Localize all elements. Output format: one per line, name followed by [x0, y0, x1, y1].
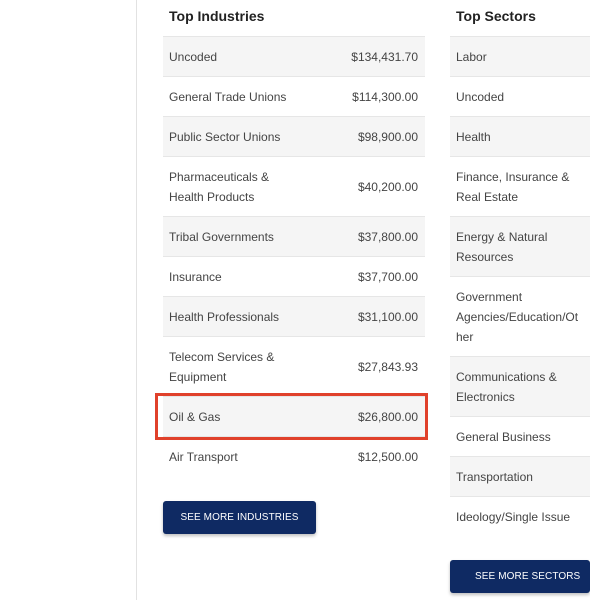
sector-name: Energy & Natural Resources	[456, 229, 548, 264]
industry-amount: $134,431.70	[351, 49, 418, 64]
table-row	[450, 157, 590, 217]
industry-name: Tribal Governments	[169, 229, 274, 244]
sector-name: Communications & Electronics	[456, 369, 557, 404]
industry-amount: $37,800.00	[357, 229, 418, 244]
top-sectors-title: Top Sectors	[456, 8, 536, 24]
industry-amount: $27,843.93	[357, 359, 418, 374]
table-row	[450, 497, 590, 537]
industry-name: Insurance	[169, 269, 222, 284]
industry-name: Pharmaceuticals & Health Products	[169, 169, 270, 204]
sector-name: Labor	[456, 49, 487, 64]
table-row	[450, 457, 590, 497]
industry-name: Telecom Services & Equipment	[169, 349, 275, 384]
table-row	[163, 397, 425, 437]
industry-name: Air Transport	[169, 450, 238, 464]
left-column-divider	[136, 0, 137, 600]
sector-name: Ideology/Single Issue	[456, 510, 571, 524]
industry-name: General Trade Unions	[169, 89, 287, 104]
industry-amount: $40,200.00	[357, 179, 418, 194]
table-row	[163, 297, 425, 337]
table-row	[450, 417, 590, 457]
sector-name: Uncoded	[456, 89, 505, 104]
sectors-table	[450, 36, 590, 524]
table-row	[163, 217, 425, 257]
table-row	[163, 437, 425, 477]
industry-amount: $31,100.00	[357, 309, 418, 324]
industry-amount: $37,700.00	[357, 269, 418, 284]
sector-name: Health	[456, 129, 491, 144]
industry-name: Health Professionals	[169, 309, 280, 324]
top-industries-title: Top Industries	[169, 8, 265, 24]
industry-name: Uncoded	[169, 49, 218, 64]
industry-name: Public Sector Unions	[169, 129, 281, 144]
table-row	[163, 257, 425, 297]
industry-amount: $98,900.00	[357, 129, 418, 144]
sector-name: Finance, Insurance & Real Estate	[456, 169, 570, 204]
industry-amount: $26,800.00	[357, 409, 418, 424]
industry-amount: $114,300.00	[352, 89, 418, 104]
table-row	[450, 37, 590, 77]
table-row	[163, 37, 425, 77]
see-more-industries-button[interactable]: SEE MORE INDUSTRIES	[163, 501, 316, 534]
table-row	[450, 357, 590, 417]
table-row	[450, 277, 590, 357]
table-row	[450, 217, 590, 277]
sector-name: Government Agencies/Education/Ot her	[456, 289, 579, 344]
table-row	[450, 117, 590, 157]
sector-name: Transportation	[456, 469, 533, 484]
industry-name: Oil & Gas	[169, 409, 221, 424]
table-row	[163, 117, 425, 157]
see-more-sectors-button[interactable]: SEE MORE SECTORS	[450, 560, 590, 593]
industry-amount: $12,500.00	[357, 450, 418, 464]
table-row	[450, 77, 590, 117]
sector-name: General Business	[456, 429, 551, 444]
table-row	[163, 77, 425, 117]
table-row	[163, 157, 425, 217]
industries-table	[163, 36, 425, 464]
table-row	[163, 337, 425, 397]
